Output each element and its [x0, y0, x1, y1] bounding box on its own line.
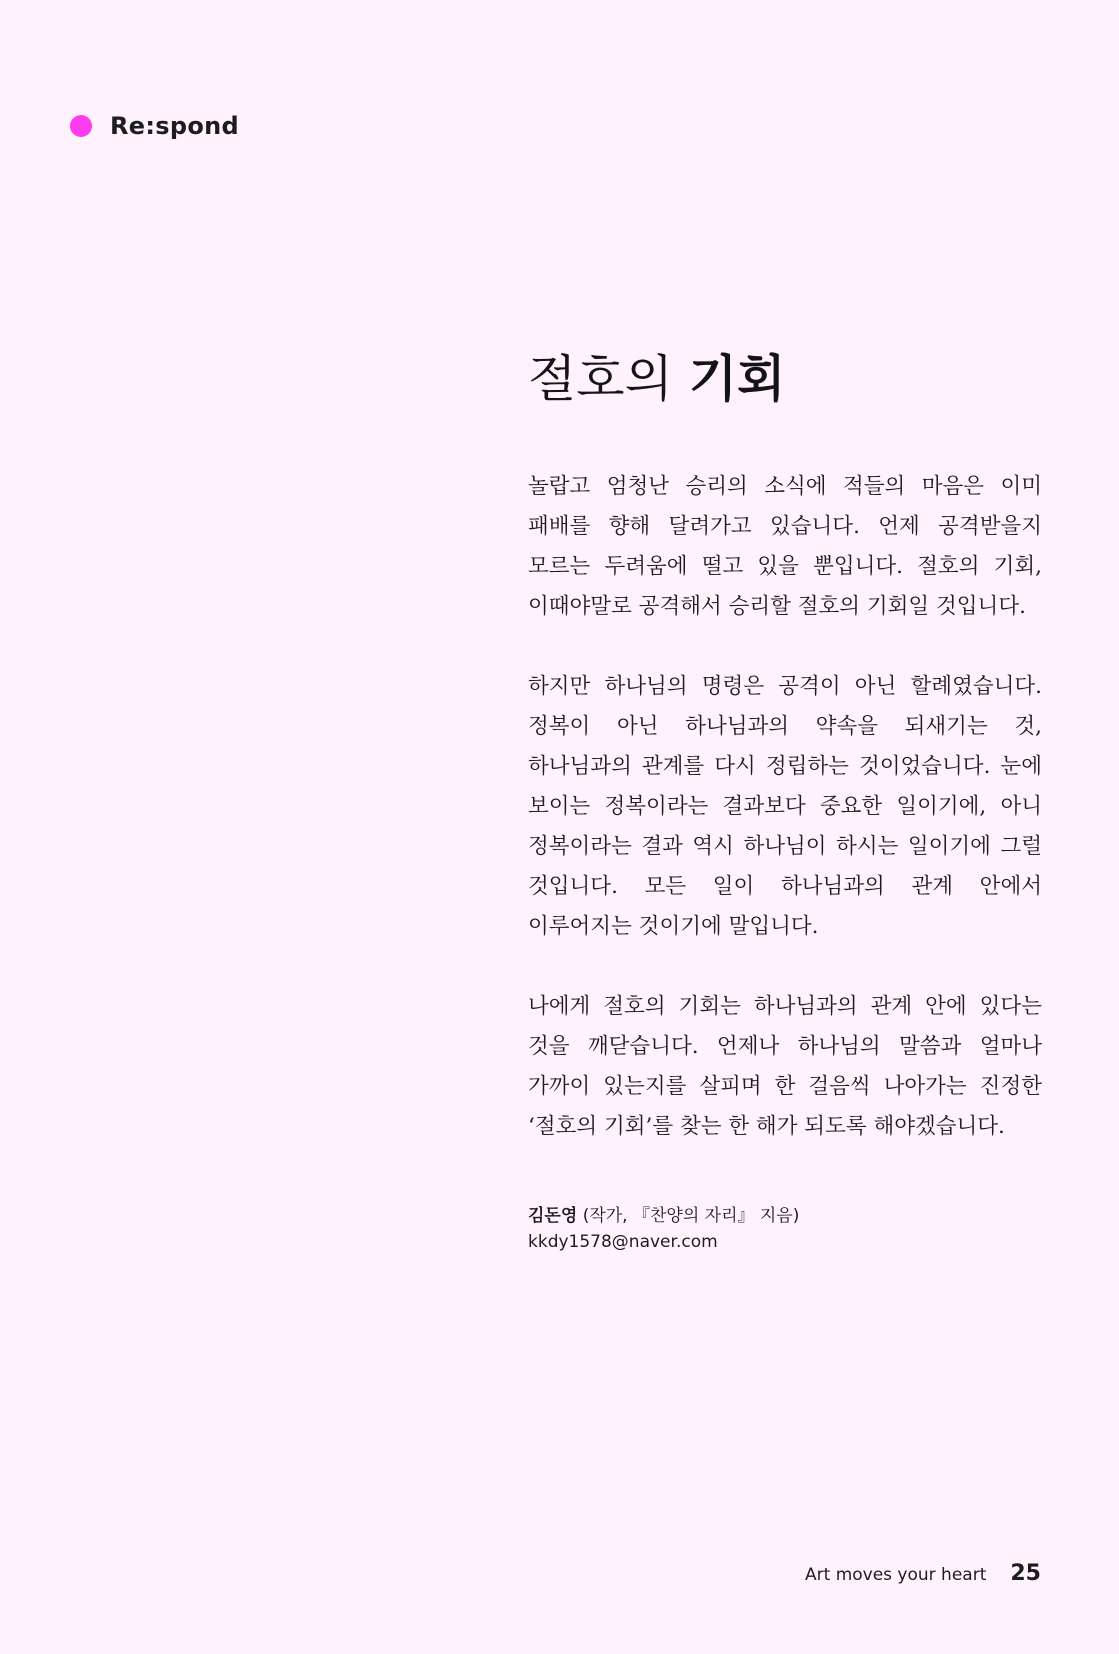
article	[528, 352, 1042, 1255]
article-title-part2: 기회	[688, 350, 786, 408]
section-dot-icon	[70, 115, 92, 137]
article-paragraph-2: 하지만 하나님의 명령은 공격이 아닌 할례였습니다. 정복이 아닌 하나님과의 약속을 되새기는 것, 하나님과의 관계를 다시 정립하는 것이었습니다. 눈에 보이는 정복이라는 결과보다 중요한 일이기에, 아니 정복이라는 결과 역시 하나님이 하시는 일이기에 그럴 것입니다. 모든 일이 하나님과의 관계 안에서 이루어지는 것이기에 말입니다.	[528, 674, 1042, 939]
author-description: (작가, 『찬양의 자리』 지음)	[582, 1206, 800, 1226]
section-label: Re:spond	[110, 112, 239, 140]
page-footer	[805, 1561, 1041, 1586]
author-name: 김돈영	[528, 1206, 578, 1226]
page-number: 25	[1010, 1561, 1041, 1586]
article-title-part1: 절호의	[528, 350, 673, 408]
author-email: kkdy1578@naver.com	[528, 1232, 718, 1252]
article-title	[528, 352, 1042, 407]
article-paragraph-3: 나에게 절호의 기회는 하나님과의 관계 안에 있다는 것을 깨닫습니다. 언제나 하나님의 말씀과 얼마나 가까이 있는지를 살피며 한 걸음씩 나아가는 진정한 ‘절호의 기회’를 찾는 한 해가 되도록 해야겠습니다.	[528, 994, 1042, 1139]
section-tag	[70, 114, 239, 138]
magazine-slogan: Art moves your heart	[805, 1565, 987, 1585]
author-line	[528, 1203, 1042, 1229]
author-block	[528, 1203, 1042, 1255]
article-paragraph-1: 놀랍고 엄청난 승리의 소식에 적들의 마음은 이미 패배를 향해 달려가고 있습니다. 언제 공격받을지 모르는 두려움에 떨고 있을 뿐입니다. 절호의 기회, 이때야말로 공격해서 승리할 절호의 기회일 것입니다.	[528, 474, 1042, 619]
